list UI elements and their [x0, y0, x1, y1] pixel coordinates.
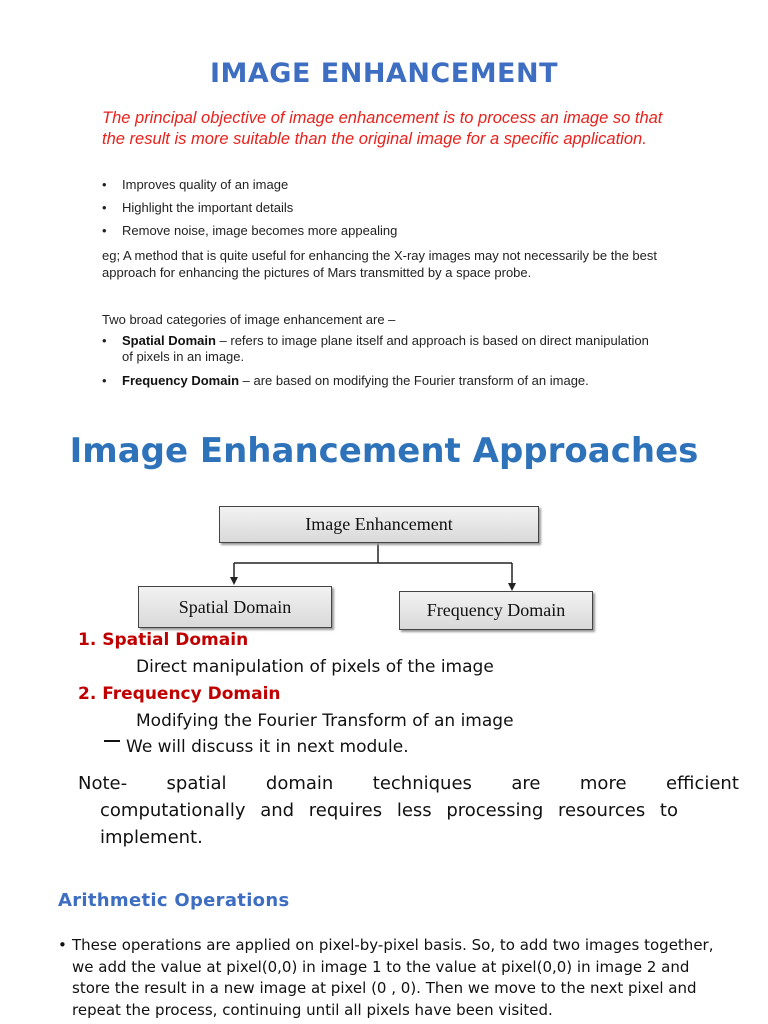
dash-note-text: We will discuss it in next module. — [126, 737, 409, 757]
diagram-frequency-box: Frequency Domain — [399, 591, 593, 630]
list-item: • Improves quality of an image — [102, 177, 702, 193]
note-first-line: Note- spatial domain techniques are more efficient — [78, 773, 739, 794]
section-body-spatial: Direct manipulation of pixels of the image — [136, 657, 494, 677]
section-body-frequency: Modifying the Fourier Transform of an image — [136, 711, 514, 731]
list-item: • Remove noise, image becomes more appealing — [102, 223, 702, 239]
section-heading-frequency: 2. Frequency Domain — [78, 684, 281, 704]
category-desc: – refers to image plane itself and approach is based on direct manipulation of pixels in an image. — [122, 333, 649, 364]
page-title: IMAGE ENHANCEMENT — [209, 58, 559, 89]
approaches-title: Image Enhancement Approaches — [69, 432, 699, 471]
intro-definition: The principal objective of image enhancement is to process an image so that the result is more suitable than the original image for a specific application. — [102, 109, 663, 148]
list-item: • Highlight the important details — [102, 200, 702, 216]
diagram-root-box: Image Enhancement — [219, 506, 539, 543]
dash-marker — [104, 740, 120, 742]
category-desc: – are based on modifying the Fourier transform of an image. — [239, 373, 589, 388]
diagram-spatial-box: Spatial Domain — [138, 586, 332, 628]
note-rest: computationally and requires less processing resources to implement. — [100, 800, 678, 848]
arithmetic-heading: Arithmetic Operations — [58, 890, 290, 911]
section-heading-spatial: 1. Spatial Domain — [78, 630, 249, 650]
categories-intro: Two broad categories of image enhancement are – — [102, 312, 396, 327]
category-name: Spatial Domain — [122, 333, 216, 348]
note-paragraph — [78, 770, 739, 851]
arithmetic-paragraph: • These operations are applied on pixel-by-pixel basis. So, to add two images together, we add the value at pixel(0,0) in image 1 to the value at pixel(0,0) in image 2 and store the result in a new image at pixel (0 , 0). Then we move to the next pixel and repeat the process, continuing until all pixels have been visited. — [58, 935, 728, 1021]
category-name: Frequency Domain — [122, 373, 240, 388]
example-paragraph: eg; A method that is quite useful for enhancing the X-ray images may not necessarily be the best approach for enhancing the pictures of Mars transmitted by a space probe. — [102, 248, 657, 280]
dash-note — [104, 737, 409, 757]
